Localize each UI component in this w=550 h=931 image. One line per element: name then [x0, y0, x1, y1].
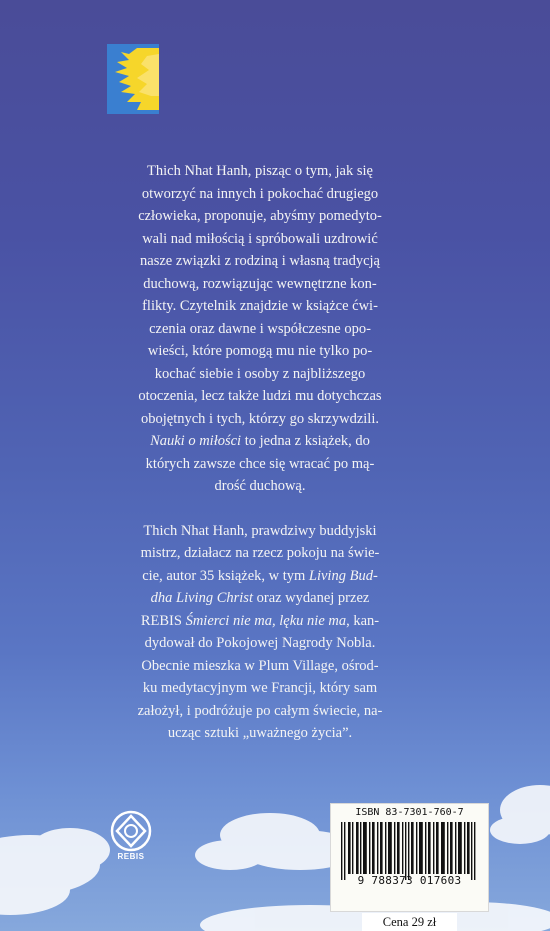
isbn-barcode-box	[330, 803, 489, 912]
rebis-logo-icon	[103, 810, 159, 856]
line: czenia oraz dawne i współczesne opo-	[149, 320, 371, 337]
line: drość duchową.	[214, 478, 306, 494]
line: ucząc sztuki „uważnego życia”.	[167, 725, 353, 741]
isbn-number: ISBN 83-7301-760-7	[355, 807, 464, 818]
line: których zawsze chce się wracać po mą-	[145, 455, 375, 472]
line: Obecnie mieszka w Plum Village, ośrod-	[141, 657, 379, 674]
line: , kan-	[346, 612, 380, 629]
line: obojętnych i tych, którzy go skrzywdzili.	[141, 410, 379, 427]
line: to jedna z książek, do	[241, 433, 370, 449]
line: flikty. Czytelnik znajdzie w książce ćwi-	[142, 298, 378, 314]
author-bio-paragraph	[110, 520, 410, 745]
line: wieści, które pomogą mu nie tylko po-	[147, 343, 373, 359]
line: wali nad miłością i spróbowali uzdrowić	[142, 230, 378, 247]
line: kochać siebie i osoby z najbliższego	[154, 365, 366, 382]
line: Thich Nhat Hanh, prawdziwy buddyjski	[143, 522, 377, 539]
price-label: Cena 29 zł	[362, 913, 457, 931]
publisher-name: REBIS	[117, 852, 145, 861]
book-title-italic: dha Living Christ	[150, 590, 253, 606]
book-title-italic: Śmierci nie ma, lęku nie ma	[185, 612, 347, 629]
series-flag-icon	[107, 44, 159, 114]
line: dydował do Pokojowej Nagrody Nobla.	[144, 635, 376, 651]
book-description-paragraph	[110, 160, 410, 498]
line: REBIS	[140, 612, 186, 629]
line: nasze związki z rodziną i własną tradycją	[140, 253, 380, 269]
line: ku medytacyjnym we Francji, który sam	[142, 680, 378, 696]
line: cie, autor 35 książek, w tym	[142, 567, 309, 584]
line: mistrz, działacz na rzecz pokoju na świe-	[140, 545, 380, 561]
line: otworzyć na innych i pokochać drugiego	[141, 185, 379, 202]
barcode-image	[338, 822, 478, 880]
line: otoczenia, lecz także ludzi mu dotychczas	[138, 388, 382, 404]
line: oraz wydanej przez	[252, 590, 370, 606]
book-title-italic: Nauki o miłości	[150, 433, 242, 449]
line: założył, i podróżuje po całym świecie, na-	[137, 702, 383, 719]
line: Thich Nhat Hanh, pisząc o tym, jak się	[147, 163, 373, 179]
book-title-italic: Living Bud-	[308, 567, 378, 584]
line: duchową, rozwiązując wewnętrzne kon-	[143, 275, 377, 292]
line: człowieka, proponuje, abyśmy pomedyto-	[138, 208, 382, 224]
description-text	[110, 160, 410, 745]
barcode-digits: 9 788373 017603	[357, 874, 462, 887]
